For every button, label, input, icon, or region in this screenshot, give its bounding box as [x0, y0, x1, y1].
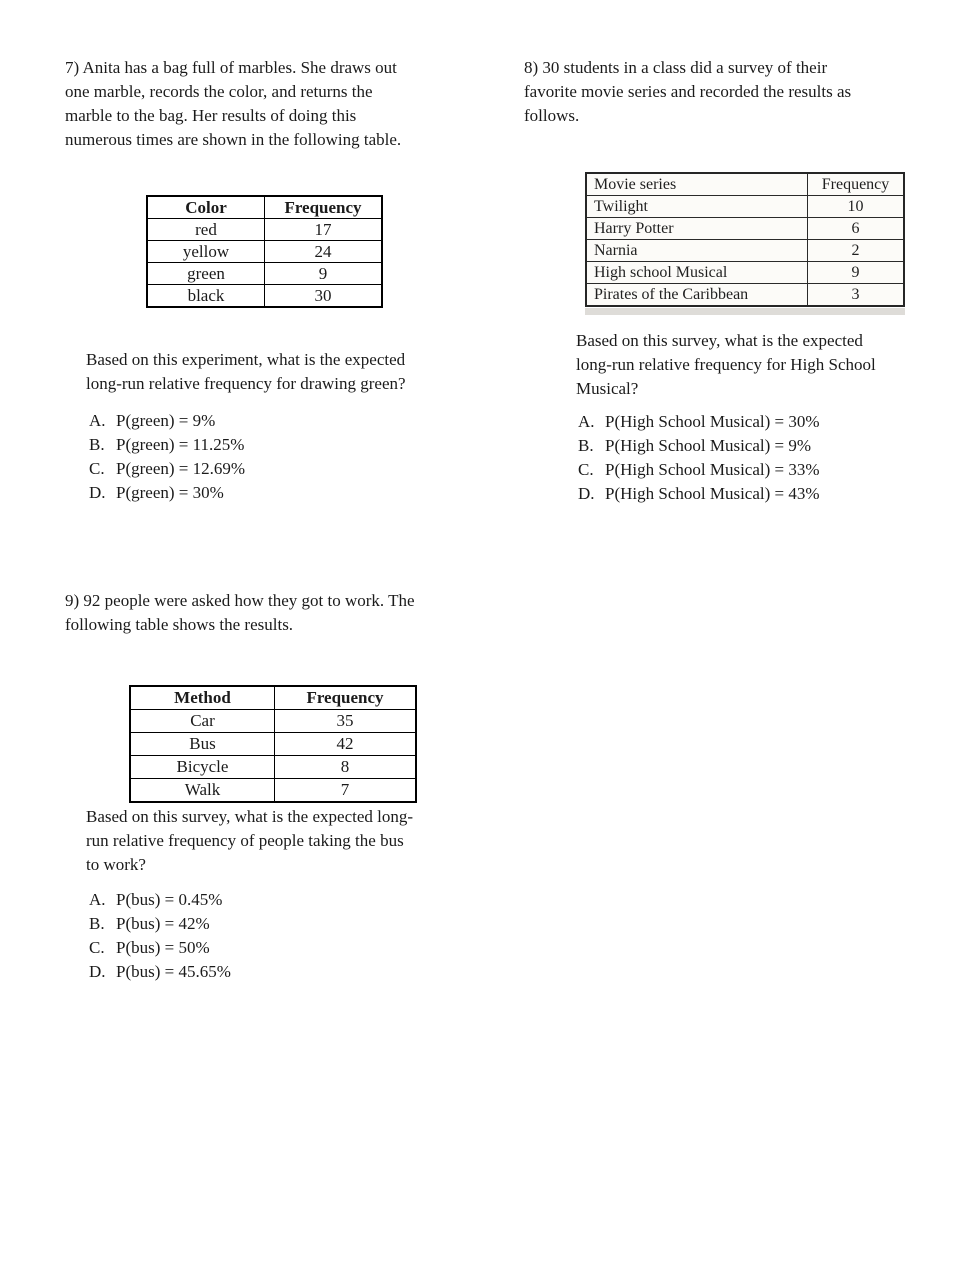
table-cell: 9	[808, 262, 905, 284]
text-line: 8) 30 students in a class did a survey of their	[524, 58, 828, 77]
choice-text: P(green) = 9%	[116, 411, 216, 430]
choice-letter: C.	[89, 459, 105, 478]
table-row	[586, 240, 904, 262]
column-header-frequency: Frequency	[265, 196, 383, 219]
choice-c	[89, 457, 245, 481]
question-8-choices	[578, 410, 820, 506]
table-cell: Pirates of the Caribbean	[586, 284, 808, 307]
table-header-row	[130, 686, 416, 710]
text-line: long-run relative frequency for High School	[576, 355, 876, 374]
text-line: numerous times are shown in the following table.	[65, 130, 402, 149]
column-header-color: Color	[147, 196, 265, 219]
column-header-method: Method	[130, 686, 275, 710]
table-cell: High school Musical	[586, 262, 808, 284]
table-cell: 10	[808, 196, 905, 218]
column-header-frequency: Frequency	[275, 686, 417, 710]
table-row	[147, 285, 382, 308]
choice-a	[578, 410, 820, 434]
text-line: 7) Anita has a bag full of marbles. She draws out	[65, 58, 397, 77]
q7-frequency-table	[146, 195, 383, 308]
question-9-question	[86, 805, 413, 877]
table-cell: Narnia	[586, 240, 808, 262]
choice-d	[89, 481, 245, 505]
choice-d	[578, 482, 820, 506]
choice-text: P(bus) = 0.45%	[116, 890, 223, 909]
table-cell: black	[147, 285, 265, 308]
table-row	[147, 263, 382, 285]
choice-text: P(High School Musical) = 43%	[605, 484, 820, 503]
table-cell: 6	[808, 218, 905, 240]
text-line: follows.	[524, 106, 580, 125]
table-cell: Bicycle	[130, 756, 275, 779]
text-line: run relative frequency of people taking the bus	[86, 831, 404, 850]
table-header-row	[586, 173, 904, 196]
question-9-choices	[89, 888, 231, 984]
choice-a	[89, 409, 245, 433]
text-line: favorite movie series and recorded the results as	[524, 82, 852, 101]
choice-letter: B.	[89, 435, 105, 454]
choice-b	[578, 434, 820, 458]
choice-letter: A.	[89, 890, 106, 909]
question-7-prompt	[65, 56, 401, 152]
choice-text: P(bus) = 45.65%	[116, 962, 231, 981]
table-cell: 42	[275, 733, 417, 756]
table-row	[130, 756, 416, 779]
choice-b	[89, 433, 245, 457]
choice-letter: D.	[578, 484, 595, 503]
q9-frequency-table	[129, 685, 417, 803]
choice-letter: D.	[89, 962, 106, 981]
table-row	[586, 262, 904, 284]
table-row	[130, 779, 416, 803]
column-header-frequency: Frequency	[808, 173, 905, 196]
table-cell: red	[147, 219, 265, 241]
text-line: marble to the bag. Her results of doing this	[65, 106, 357, 125]
question-9-prompt	[65, 589, 415, 637]
choice-c	[89, 936, 231, 960]
question-7-question	[86, 348, 406, 396]
table-header-row	[147, 196, 382, 219]
text-line: Musical?	[576, 379, 639, 398]
column-header-movie-series: Movie series	[586, 173, 808, 196]
choice-text: P(bus) = 50%	[116, 938, 210, 957]
text-line: following table shows the results.	[65, 615, 294, 634]
text-line: Based on this survey, what is the expected long-	[86, 807, 414, 826]
choice-b	[89, 912, 231, 936]
table-cell: Car	[130, 710, 275, 733]
table-cell: green	[147, 263, 265, 285]
text-line: to work?	[86, 855, 146, 874]
question-7-choices	[89, 409, 245, 505]
choice-d	[89, 960, 231, 984]
choice-text: P(green) = 30%	[116, 483, 224, 502]
choice-letter: B.	[578, 436, 594, 455]
choice-letter: A.	[89, 411, 106, 430]
table-cell: Harry Potter	[586, 218, 808, 240]
table-cell: 7	[275, 779, 417, 803]
text-line: long-run relative frequency for drawing green?	[86, 374, 406, 393]
choice-letter: B.	[89, 914, 105, 933]
table-cell: 9	[265, 263, 383, 285]
table-row	[130, 710, 416, 733]
table-cell: Walk	[130, 779, 275, 803]
table-cell: 35	[275, 710, 417, 733]
table-cell: 30	[265, 285, 383, 308]
table-cell: yellow	[147, 241, 265, 263]
table-cell: 2	[808, 240, 905, 262]
table-row	[147, 219, 382, 241]
table-row	[586, 196, 904, 218]
choice-text: P(green) = 11.25%	[116, 435, 245, 454]
choice-letter: C.	[578, 460, 594, 479]
text-line: Based on this experiment, what is the expected	[86, 350, 406, 369]
table-cell: 8	[275, 756, 417, 779]
pasted-image-shadow	[585, 308, 905, 315]
table-row	[586, 218, 904, 240]
choice-text: P(High School Musical) = 30%	[605, 412, 820, 431]
text-line: one marble, records the color, and returns the	[65, 82, 373, 101]
table-cell: 3	[808, 284, 905, 307]
choice-letter: D.	[89, 483, 106, 502]
table-cell: 24	[265, 241, 383, 263]
table-row	[586, 284, 904, 307]
choice-text: P(green) = 12.69%	[116, 459, 246, 478]
choice-letter: C.	[89, 938, 105, 957]
choice-letter: A.	[578, 412, 595, 431]
choice-text: P(High School Musical) = 9%	[605, 436, 812, 455]
q8-frequency-table	[585, 172, 905, 307]
question-8-question	[576, 329, 876, 401]
text-line: 9) 92 people were asked how they got to work. The	[65, 591, 415, 610]
table-row	[130, 733, 416, 756]
table-cell: Twilight	[586, 196, 808, 218]
question-8-prompt	[524, 56, 851, 128]
choice-c	[578, 458, 820, 482]
text-line: Based on this survey, what is the expected	[576, 331, 863, 350]
table-cell: Bus	[130, 733, 275, 756]
table-row	[147, 241, 382, 263]
choice-a	[89, 888, 231, 912]
table-cell: 17	[265, 219, 383, 241]
choice-text: P(bus) = 42%	[116, 914, 210, 933]
choice-text: P(High School Musical) = 33%	[605, 460, 820, 479]
